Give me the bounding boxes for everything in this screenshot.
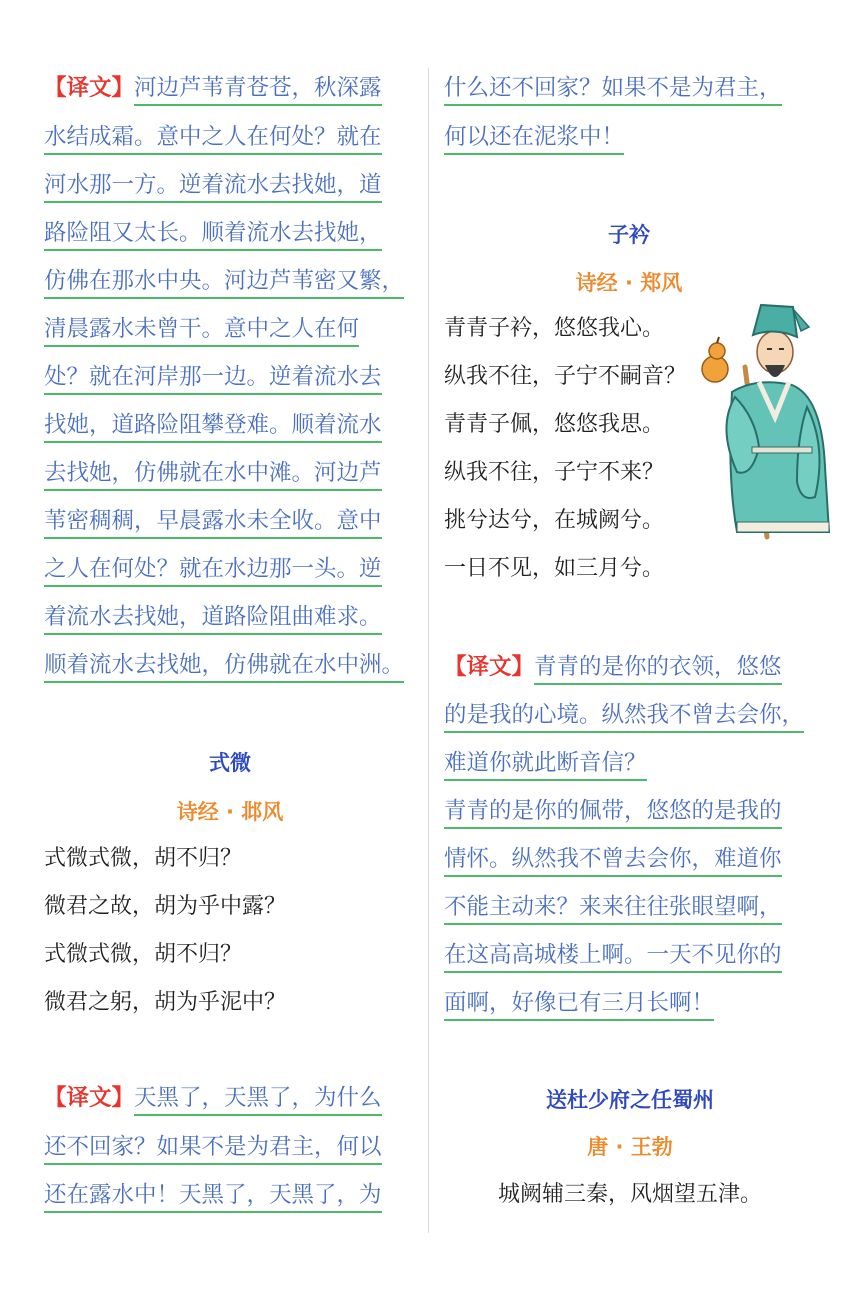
poem-line: 微君之故，胡为乎中露？ bbox=[44, 894, 287, 919]
poem-line: 微君之躬，胡为乎泥中？ bbox=[44, 990, 287, 1015]
translation-text: 水结成霜。意中之人在何处？就在 bbox=[44, 122, 382, 155]
translation-text: 处？就在河岸那一边。逆着流水去 bbox=[44, 362, 382, 395]
poem-title: 子衿 bbox=[608, 223, 650, 247]
poem-author: 诗经 · 郑风 bbox=[575, 271, 683, 295]
translation-line bbox=[44, 169, 382, 201]
poem-line: 纵我不往，子宁不来？ bbox=[444, 460, 665, 485]
translation-line bbox=[44, 553, 382, 585]
translation-text: 路险阻又太长。顺着流水去找她， bbox=[44, 218, 382, 251]
translation-line bbox=[44, 505, 382, 537]
translation-text: 什么还不回家？如果不是为君主， bbox=[444, 73, 782, 106]
translation-text: 还在露水中！天黑了，天黑了，为 bbox=[44, 1180, 382, 1213]
translation-line bbox=[444, 987, 714, 1019]
translation-tag: 【译文】 bbox=[444, 654, 535, 680]
translation-line bbox=[444, 891, 782, 923]
translation-line bbox=[44, 457, 382, 489]
translation-line bbox=[44, 217, 382, 249]
translation-text: 青青的是你的佩带，悠悠的是我的 bbox=[444, 796, 782, 829]
translation-line bbox=[444, 72, 782, 104]
poem-line: 青青子衿，悠悠我心。 bbox=[444, 316, 665, 341]
translation-line bbox=[44, 72, 382, 104]
translation-line bbox=[444, 795, 782, 827]
translation-line bbox=[444, 699, 804, 731]
scholar-illustration bbox=[697, 297, 832, 542]
poem-line: 青青子佩，悠悠我思。 bbox=[444, 412, 665, 437]
poem-line: 一日不见，如三月兮。 bbox=[444, 556, 665, 581]
translation-text: 的是我的心境。纵然我不曾去会你， bbox=[444, 700, 804, 733]
translation-text: 河边芦苇青苍苍，秋深露 bbox=[134, 73, 382, 106]
translation-text: 情怀。纵然我不曾去会你，难道你 bbox=[444, 844, 782, 877]
translation-text: 何以还在泥浆中！ bbox=[444, 122, 624, 155]
poem-line: 挑兮达兮，在城阙兮。 bbox=[444, 508, 665, 533]
translation-text: 不能主动来？来来往往张眼望啊， bbox=[444, 892, 782, 925]
translation-text: 仿佛在那水中央。河边芦苇密又繁， bbox=[44, 266, 404, 299]
translation-line bbox=[44, 121, 382, 153]
poem-title: 送杜少府之任蜀州 bbox=[546, 1088, 714, 1112]
poem-line: 式微式微，胡不归？ bbox=[44, 846, 243, 871]
translation-line bbox=[444, 651, 782, 683]
poem-line: 纵我不往，子宁不嗣音？ bbox=[444, 364, 687, 389]
poem-author: 唐 · 王勃 bbox=[587, 1135, 673, 1159]
translation-text: 难道你就此断音信？ bbox=[444, 748, 647, 781]
poem-line: 城阙辅三秦，风烟望五津。 bbox=[497, 1182, 762, 1207]
translation-line bbox=[44, 1082, 382, 1114]
translation-line bbox=[44, 601, 382, 633]
translation-text: 面啊，好像已有三月长啊！ bbox=[444, 988, 714, 1021]
translation-line bbox=[44, 265, 404, 297]
translation-line bbox=[44, 1179, 382, 1211]
translation-line bbox=[44, 313, 359, 345]
translation-tag: 【译文】 bbox=[44, 1085, 135, 1111]
translation-text: 顺着流水去找她，仿佛就在水中洲。 bbox=[44, 650, 404, 683]
poem-title: 式微 bbox=[209, 751, 251, 775]
translation-line bbox=[44, 361, 382, 393]
translation-text: 青青的是你的衣领，悠悠 bbox=[534, 652, 782, 685]
translation-text: 找她，道路险阻攀登难。顺着流水 bbox=[44, 410, 382, 443]
translation-line bbox=[44, 1131, 382, 1163]
translation-text: 在这高高城楼上啊。一天不见你的 bbox=[444, 940, 782, 973]
poem-line: 式微式微，胡不归？ bbox=[44, 942, 243, 967]
column-divider bbox=[428, 68, 429, 1233]
translation-line bbox=[444, 747, 647, 779]
translation-line bbox=[444, 843, 782, 875]
translation-text: 苇密稠稠，早晨露水未全收。意中 bbox=[44, 506, 382, 539]
translation-text: 清晨露水未曾干。意中之人在何 bbox=[44, 314, 359, 347]
translation-text: 还不回家？如果不是为君主，何以 bbox=[44, 1132, 382, 1165]
translation-line bbox=[44, 409, 382, 441]
translation-line bbox=[444, 121, 624, 153]
translation-text: 天黑了，天黑了，为什么 bbox=[134, 1083, 382, 1116]
translation-text: 去找她，仿佛就在水中滩。河边芦 bbox=[44, 458, 382, 491]
translation-text: 河水那一方。逆着流水去找她，道 bbox=[44, 170, 382, 203]
translation-text: 着流水去找她，道路险阻曲难求。 bbox=[44, 602, 382, 635]
translation-line bbox=[444, 939, 782, 971]
poem-author: 诗经 · 邶风 bbox=[176, 800, 284, 824]
translation-text: 之人在何处？就在水边那一头。逆 bbox=[44, 554, 382, 587]
translation-line bbox=[44, 649, 404, 681]
translation-tag: 【译文】 bbox=[44, 75, 135, 101]
